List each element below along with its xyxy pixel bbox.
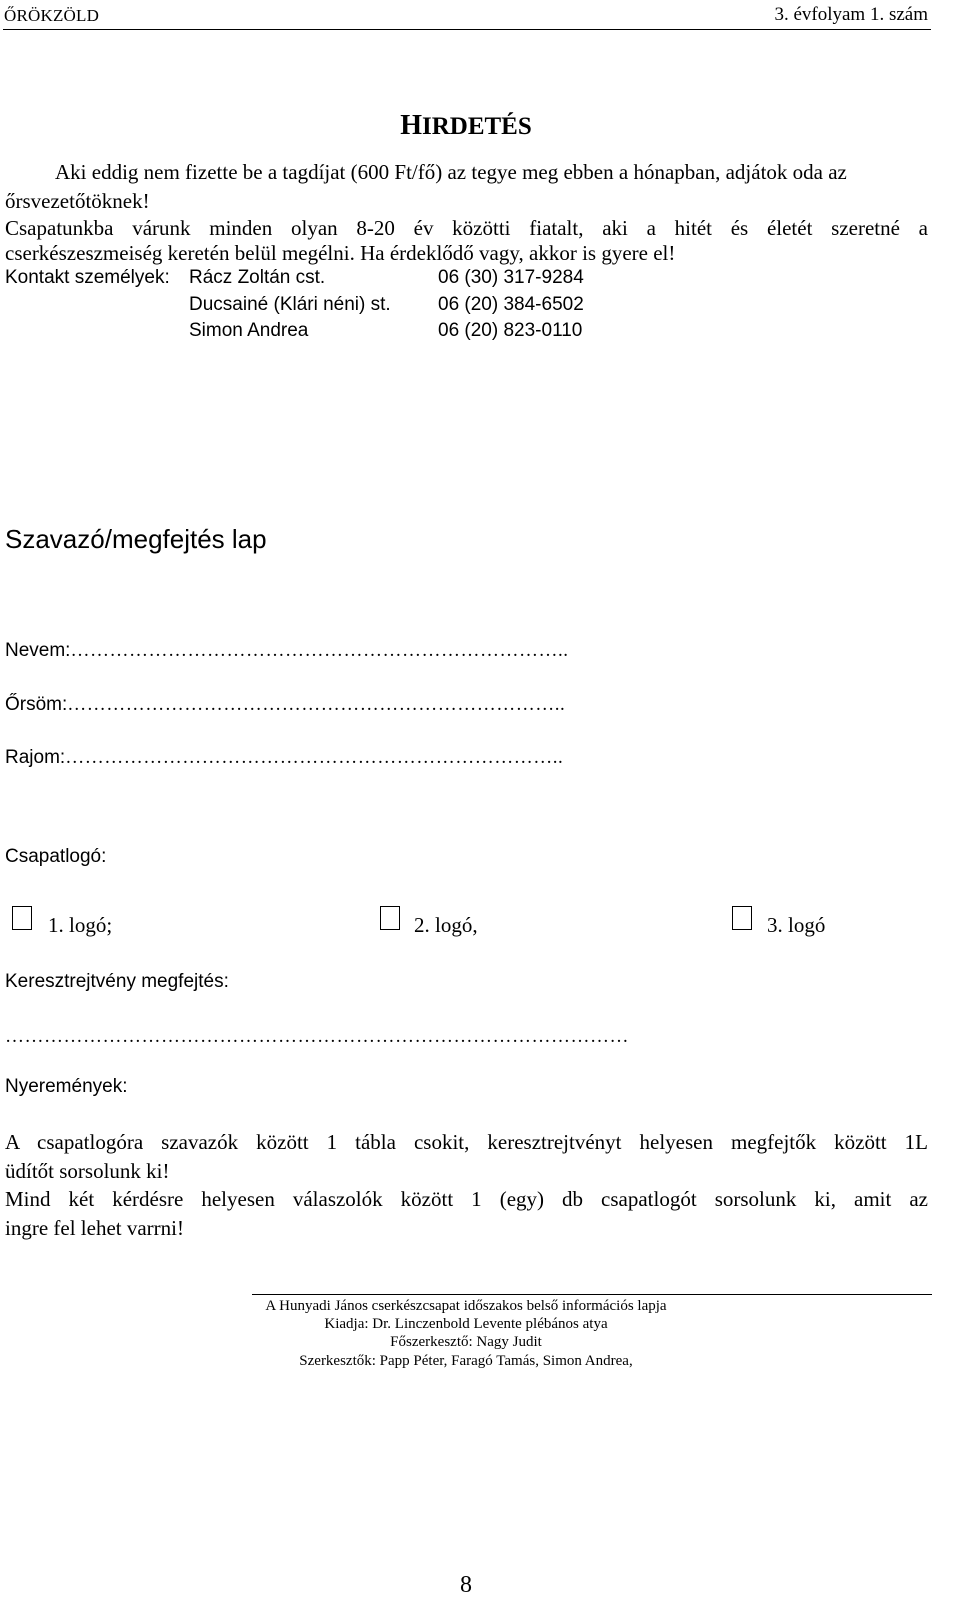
crossword-answer-field[interactable]: …………………………………………………………………………………… [5,1026,629,1047]
prizes-label: Nyeremények: [5,1076,128,1097]
logo-label: Csapatlogó: [5,846,107,867]
form-title: Szavazó/megfejtés lap [5,524,267,554]
invite-text-line2-content: cserkészeszmeiség keretén belül megélni. Ha érdeklődő vagy, akkor is gyere el! [5,241,676,265]
invite-text-line1: Csapatunkba várunk minden olyan 8-20 év közötti fiatalt, aki a hitét és életét szeretné a [5,216,928,240]
footer-publisher: Kiadja: Dr. Linczenbold Levente plébános atya [324,1316,608,1332]
footer-editor-in-chief: Főszerkesztő: Nagy Judit [390,1334,542,1350]
logo-3-checkbox[interactable] [732,906,752,930]
name-label: Nevem: [5,640,71,661]
contact-phone-1: 06 (30) 317-9284 [438,267,584,288]
troop-label: Rajom: [5,747,66,768]
contact-phone-2: 06 (20) 384-6502 [438,294,584,315]
name-field[interactable] [5,640,568,662]
contact-name-3: Simon Andrea [189,320,309,341]
contact-name-1: Rácz Zoltán cst. [189,267,326,288]
logo-3-label: 3. logó [767,913,826,937]
announcement-title [0,110,932,142]
patrol-field[interactable] [5,694,565,716]
prize-text-2-line1: Mind két kérdésre helyesen válaszolók között 1 (egy) db csapatlogót sorsolunk ki, amit az [5,1187,928,1211]
header-divider [3,29,931,30]
logo-1-label: 1. logó; [48,913,113,937]
contacts-label: Kontakt személyek: [5,267,170,288]
invite-text-line2 [5,239,928,268]
title-rest: IRDETÉS [422,113,532,140]
fee-text-line2: őrsvezetőtöknek! [5,189,150,213]
footer-description: A Hunyadi János cserkészcsapat időszakos belső információs lapja [265,1298,667,1314]
logo-1-checkbox[interactable] [12,906,32,930]
logo-2-label: 2. logó, [414,913,478,937]
footer-divider [252,1294,932,1295]
issue-info: 3. évfolyam 1. szám [774,4,928,25]
patrol-label: Őrsöm: [5,694,68,715]
crossword-label: Keresztrejtvény megfejtés: [5,971,229,992]
footer-editors: Szerkesztők: Papp Péter, Faragó Tamás, Simon Andrea, [299,1353,633,1369]
prize-text-1-line2: üdítőt sorsolunk ki! [5,1159,170,1183]
troop-field[interactable] [5,747,563,769]
patrol-dots: ………………………………………………………………….. [67,694,566,715]
logo-2-checkbox[interactable] [380,906,400,930]
troop-dots: ………………………………………………………………….. [65,747,564,768]
contact-phone-3: 06 (20) 823-0110 [438,320,583,341]
publication-name: ŐRÖKZÖLD [4,6,100,25]
name-dots: ………………………………………………………………….. [70,640,569,661]
title-first-letter: H [400,110,422,141]
prize-text-2-line2: ingre fel lehet varrni! [5,1216,184,1240]
fee-text-line1: Aki eddig nem fizette be a tagdíjat (600 Ft/fő) az tegye meg ebben a hónapban, adjátok oda az [55,160,847,184]
page-number: 8 [460,1572,472,1598]
prize-text-1-line1: A csapatlogóra szavazók között 1 tábla csokit, keresztrejtvényt helyesen megfejtők között 1L [5,1130,928,1154]
contact-name-2: Ducsainé (Klári néni) st. [189,294,391,315]
